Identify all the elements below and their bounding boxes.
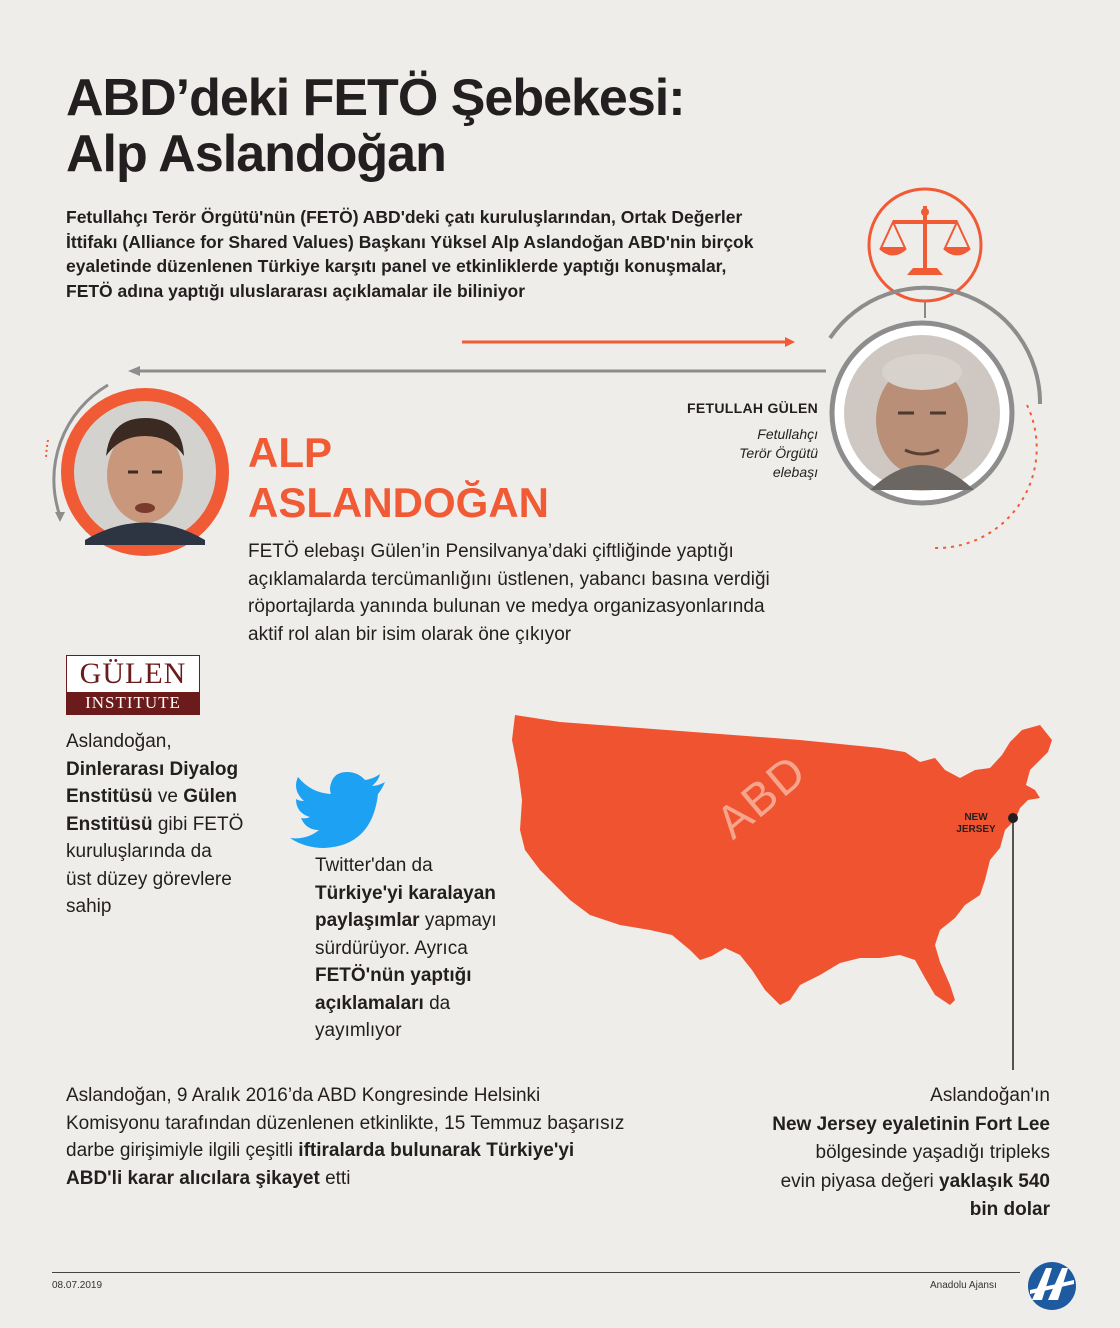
gulen-role xyxy=(690,425,818,482)
text-span: etti xyxy=(319,1167,351,1189)
text-line: bölgesinde yaşadığı tripleks xyxy=(815,1142,1050,1163)
gulen-role-line: elebaşı xyxy=(772,464,818,480)
text-line: Komisyonu tarafından düzenlenen etkinlikte, 15 Temmuz başarısız xyxy=(66,1112,625,1134)
institutes-text xyxy=(66,728,266,921)
text-line: sahip xyxy=(66,896,112,917)
logo-bottom-text: INSTITUTE xyxy=(67,692,199,714)
text-line: Aslandoğan, xyxy=(66,731,172,752)
intro-line: İttifakı (Alliance for Shared Values) Başkanı Yüksel Alp Aslandoğan ABD'nin birçok xyxy=(66,231,754,252)
text-line: Aslandoğan, 9 Aralık 2016’da ABD Kongresinde Helsinki xyxy=(66,1085,541,1106)
text-line: sürdürüyor. Ayrıca xyxy=(315,937,468,959)
text-line: kuruluşlarında da xyxy=(66,841,212,862)
aslandogan-portrait xyxy=(61,388,229,556)
desc-line: aktif rol alan bir isim olarak öne çıkıyor xyxy=(248,623,572,645)
gulen-role-line: Fetullahçı xyxy=(757,426,818,442)
footer-agency: Anadolu Ajansı xyxy=(930,1280,997,1291)
title-line-1: ABD’deki FETÖ Şebekesi: xyxy=(66,69,685,127)
gulen-role-line: Terör Örgütü xyxy=(739,445,818,461)
subject-name-line: ALP xyxy=(248,429,332,476)
twitter-text xyxy=(315,852,535,1045)
house-value-text xyxy=(720,1082,1050,1225)
text-bold: Gülen xyxy=(183,786,238,807)
gulen-institute-logo xyxy=(66,655,200,715)
gulen-name: FETULLAH GÜLEN xyxy=(687,400,818,416)
text-bold: yaklaşık 540 xyxy=(939,1170,1050,1192)
footer-date: 08.07.2019 xyxy=(52,1280,103,1291)
helsinki-commission-text xyxy=(66,1082,706,1192)
intro-line: eyaletinde düzenlenen Türkiye karşıtı panel ve etkinliklerde yaptığı konuşmalar, xyxy=(66,256,727,276)
text-span: yapmayı xyxy=(419,910,497,931)
text-bold: Enstitüsü xyxy=(66,813,153,835)
gulen-portrait xyxy=(832,323,1012,503)
scales-icon xyxy=(869,189,981,301)
desc-line: açıklamalarda tercümanlığını üstlenen, yabancı basına verdiği xyxy=(248,568,770,590)
text-span: evin piyasa değeri xyxy=(780,1170,940,1192)
text-line: Twitter'dan da xyxy=(315,855,433,876)
twitter-icon xyxy=(290,772,385,848)
text-bold: ABD'li karar alıcılara şikayet xyxy=(66,1167,320,1189)
footer-divider xyxy=(52,1272,1020,1273)
new-jersey-label xyxy=(950,812,1002,836)
text-bold: Türkiye'yi karalayan xyxy=(315,882,496,904)
text-bold: FETÖ'nün yaptığı xyxy=(315,965,472,986)
text-bold: paylaşımlar xyxy=(315,910,420,931)
subject-name-line: ASLANDOĞAN xyxy=(248,479,549,526)
state-line: NEW xyxy=(964,812,988,823)
text-line: üst düzey görevlere xyxy=(66,868,232,890)
text-line: yayımlıyor xyxy=(315,1020,402,1041)
desc-line: röportajlarda yanında bulunan ve medya organizasyonlarında xyxy=(248,596,765,617)
text-line: Aslandoğan'ın xyxy=(930,1085,1050,1106)
text-span: darbe girişimiyle ilgili çeşitli xyxy=(66,1140,299,1161)
text-bold: Enstitüsü xyxy=(66,786,153,807)
desc-line: FETÖ elebaşı Gülen’in Pensilvanya’daki çiftliğinde yaptığı xyxy=(248,541,734,562)
text-bold: iftiralarda bulunarak Türkiye'yi xyxy=(298,1140,575,1161)
text-span: da xyxy=(423,992,451,1014)
state-line: JERSEY xyxy=(956,824,996,835)
intro-line: Fetullahçı Terör Örgütü'nün (FETÖ) ABD'deki çatı kuruluşlarından, Ortak Değerler xyxy=(66,207,743,227)
text-bold: bin dolar xyxy=(969,1199,1050,1220)
text-span: ve xyxy=(152,786,184,807)
text-span: gibi FETÖ xyxy=(152,813,244,835)
text-bold: New Jersey eyaletinin Fort Lee xyxy=(772,1113,1050,1135)
map-country-label: ABD xyxy=(705,743,817,849)
logo-top-text: GÜLEN xyxy=(79,657,187,690)
aa-logo xyxy=(1028,1262,1076,1310)
text-bold: açıklamaları xyxy=(315,992,424,1014)
intro-line: FETÖ adına yaptığı uluslararası açıklamalar ile biliniyor xyxy=(66,280,526,301)
subject-description xyxy=(248,538,848,648)
subject-name xyxy=(248,428,668,528)
text-bold: Dinlerarası Diyalog xyxy=(66,758,239,780)
new-jersey-marker xyxy=(1008,813,1018,823)
title-line-2: Alp Aslandoğan xyxy=(66,125,446,183)
